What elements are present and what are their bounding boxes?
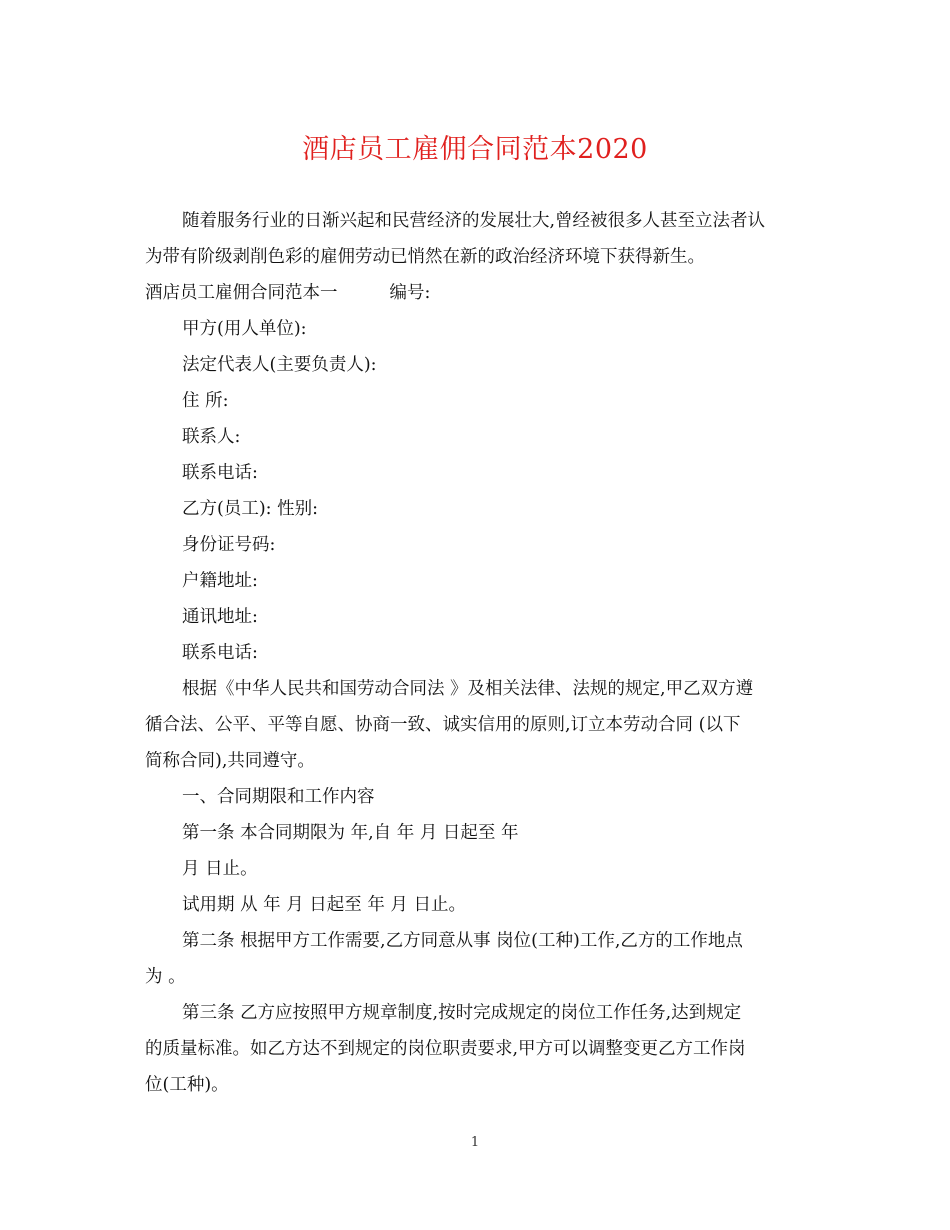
id-number-field: 身份证号码: bbox=[182, 535, 276, 555]
mailing-address-field: 通讯地址: bbox=[182, 607, 258, 627]
article-3-line: 第三条 乙方应按照甲方规章制度,按时完成规定的岗位工作任务,达到规定 bbox=[182, 1003, 742, 1023]
contact-phone-a-field: 联系电话: bbox=[182, 463, 258, 483]
page-number: 1 bbox=[470, 1135, 480, 1150]
contract-number-label: 编号: bbox=[389, 283, 431, 303]
residence-field: 住 所: bbox=[182, 391, 229, 411]
intro-paragraph-line: 为带有阶级剥削色彩的雇佣劳动已悄然在新的政治经济环境下获得新生。 bbox=[145, 247, 705, 267]
article-1-line: 月 日止。 bbox=[182, 859, 258, 879]
legal-representative-field: 法定代表人(主要负责人): bbox=[182, 355, 377, 375]
article-3-line: 位(工种)。 bbox=[145, 1075, 229, 1095]
document-title: 酒店员工雇佣合同范本2020 bbox=[302, 134, 648, 165]
intro-paragraph-line: 随着服务行业的日渐兴起和民营经济的发展壮大,曾经被很多人甚至立法者认 bbox=[182, 211, 766, 231]
section-heading: 一、合同期限和工作内容 bbox=[182, 787, 375, 807]
article-3-line: 的质量标准。如乙方达不到规定的岗位职责要求,甲方可以调整变更乙方工作岗 bbox=[145, 1039, 746, 1059]
probation-line: 试用期 从 年 月 日起至 年 月 日止。 bbox=[182, 895, 466, 915]
party-b-field: 乙方(员工): 性别: bbox=[182, 499, 319, 519]
article-1-line: 第一条 本合同期限为 年,自 年 月 日起至 年 bbox=[182, 823, 519, 843]
party-a-field: 甲方(用人单位): bbox=[182, 319, 307, 339]
contact-person-field: 联系人: bbox=[182, 427, 241, 447]
document-body bbox=[145, 203, 809, 1103]
basis-paragraph-line: 简称合同),共同遵守。 bbox=[145, 751, 315, 771]
contract-heading-line bbox=[145, 275, 809, 311]
article-2-line: 第二条 根据甲方工作需要,乙方同意从事 岗位(工种)工作,乙方的工作地点 bbox=[182, 931, 743, 951]
contact-phone-b-field: 联系电话: bbox=[182, 643, 258, 663]
basis-paragraph-line: 根据《中华人民共和国劳动合同法 》及相关法律、法规的规定,甲乙双方遵 bbox=[182, 679, 754, 699]
article-2-line: 为 。 bbox=[145, 967, 186, 987]
household-address-field: 户籍地址: bbox=[182, 571, 258, 591]
contract-name: 酒店员工雇佣合同范本一 bbox=[145, 283, 338, 303]
basis-paragraph-line: 循合法、公平、平等自愿、协商一致、诚实信用的原则,订立本劳动合同 (以下 bbox=[145, 715, 741, 735]
